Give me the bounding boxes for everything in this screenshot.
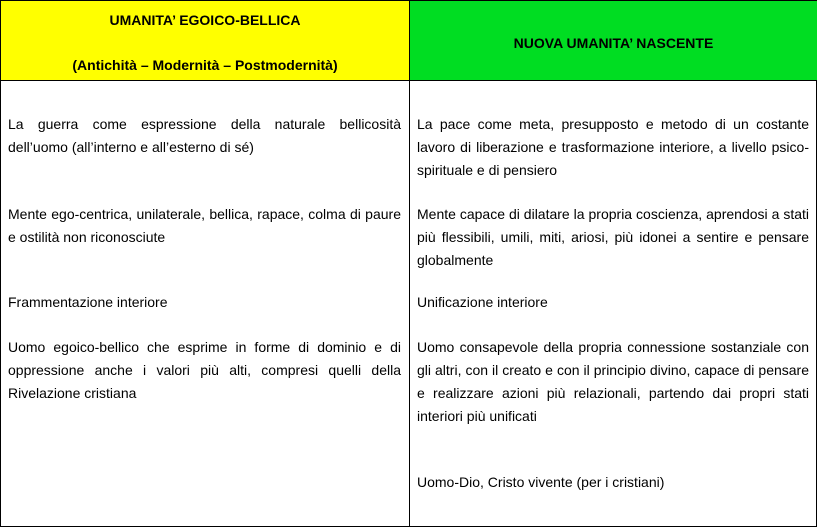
header-cell-left: [1, 1, 409, 81]
right-item-3: Unificazione interiore: [417, 294, 548, 310]
column-left: [1, 1, 409, 526]
column-right: [409, 1, 817, 526]
header-title-right: NUOVA UMANITA’ NASCENTE: [513, 35, 714, 51]
left-item-4: Uomo egoico-bellico che esprime in forme di dominio e di oppressione anche i valori più alti, compresi quelli della Rivelazione cristiana: [8, 339, 401, 401]
left-item-2: Mente ego-centrica, unilaterale, bellica, rapace, colma di paure e ostilità non riconosciute: [8, 206, 401, 245]
right-item-2: Mente capace di dilatare la propria coscienza, aprendosi a stati più flessibili, umili, miti, ariosi, più idonei a sentire e pensare globalmente: [417, 206, 809, 268]
right-item-1: La pace come meta, presupposto e metodo di un costante lavoro di liberazione e trasformazione interiore, a livello psico-spirituale e di pensiero: [417, 116, 809, 178]
header-title-left: UMANITA’ EGOICO-BELLICA: [109, 12, 301, 28]
header-cell-right: [410, 1, 817, 81]
right-item-5: Uomo-Dio, Cristo vivente (per i cristiani): [417, 474, 665, 490]
left-item-3: Frammentazione interiore: [8, 294, 168, 310]
header-subtitle-left: (Antichità – Modernità – Postmodernità): [72, 57, 338, 73]
right-item-4: Uomo consapevole della propria connessione sostanziale con gli altri, con il creato e con il principio divino, capace di pensare e realizzare azioni più relazionali, partendo dai propri stati interiori più unificati: [417, 339, 809, 424]
left-item-1: La guerra come espressione della naturale bellicosità dell’uomo (all’interno e all’esterno di sé): [8, 116, 401, 155]
